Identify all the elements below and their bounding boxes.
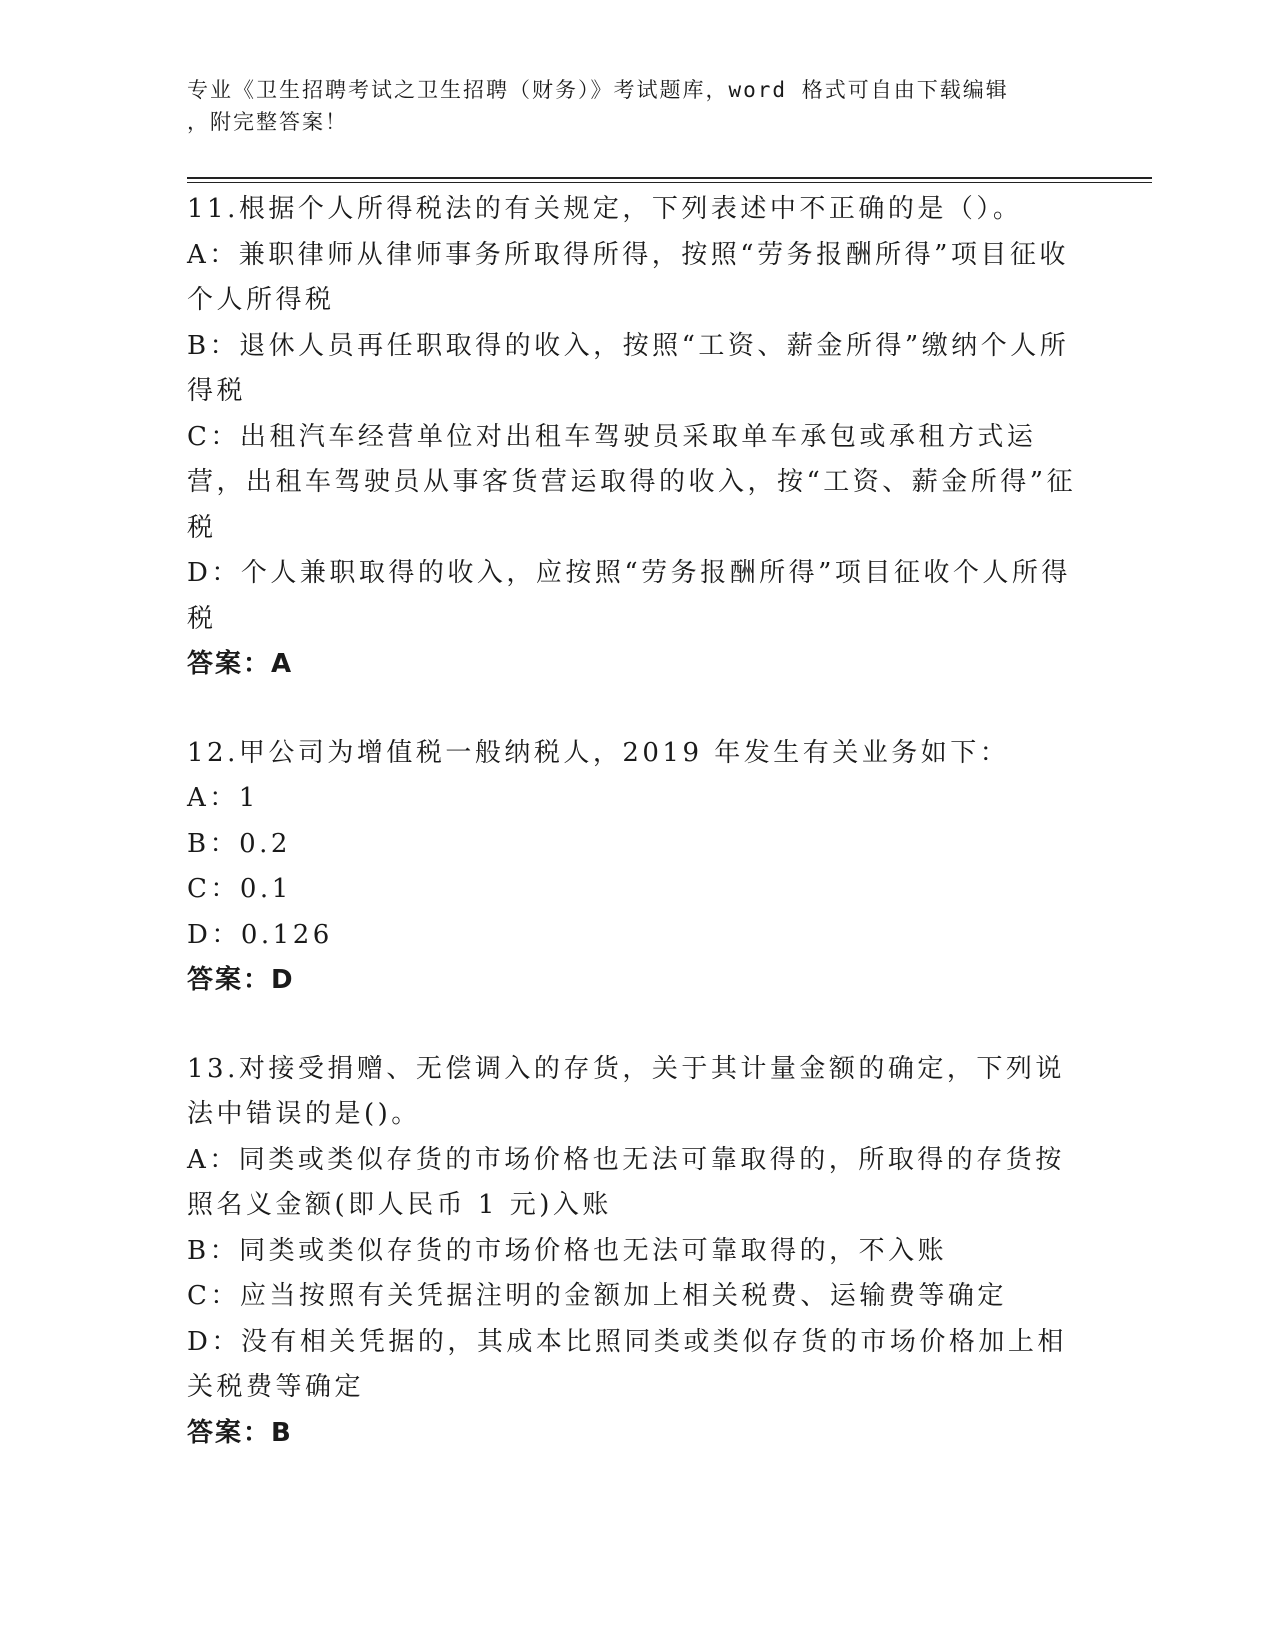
question-12 (187, 731, 1087, 1004)
option-d: D：个人兼职取得的收入，应按照“劳务报酬所得”项目征收个人所得税 (187, 558, 1071, 634)
answer-label: 答案：D (187, 965, 295, 995)
question-13 (187, 1047, 1087, 1457)
question-stem: 11.根据个人所得税法的有关规定，下列表述中不正确的是（）。 (187, 194, 1023, 224)
document-header (187, 74, 1067, 138)
question-stem: 13.对接受捐赠、无偿调入的存货，关于其计量金额的确定，下列说法中错误的是()。 (187, 1053, 1065, 1129)
question-list (187, 187, 1087, 1456)
option-a: A：兼职律师从律师事务所取得所得，按照“劳务报酬所得”项目征收个人所得税 (187, 239, 1069, 315)
header-divider-thick (187, 177, 1152, 179)
option-d: D：没有相关凭据的，其成本比照同类或类似存货的市场价格加上相关税费等确定 (187, 1326, 1067, 1402)
header-divider-thin (187, 182, 1152, 183)
option-c: C：出租汽车经营单位对出租车驾驶员采取单车承包或承租方式运营，出租车驾驶员从事客货营运取得的收入，按“工资、薪金所得”征税 (187, 421, 1077, 543)
option-a: A：同类或类似存货的市场价格也无法可靠取得的，所取得的存货按照名义金额(即人民币 1 元)入账 (187, 1144, 1065, 1220)
answer-label: 答案：A (187, 649, 294, 679)
header-line-2: ，附完整答案！ (187, 110, 348, 134)
question-stem: 12.甲公司为增值税一般纳税人，2019 年发生有关业务如下： (187, 737, 1010, 768)
option-d: D：0.126 (187, 919, 333, 950)
option-b: B：同类或类似存货的市场价格也无法可靠取得的，不入账 (187, 1235, 948, 1266)
answer-label: 答案：B (187, 1417, 293, 1448)
question-11 (187, 187, 1087, 688)
option-c: C：0.1 (187, 874, 292, 904)
option-c: C：应当按照有关凭据注明的金额加上相关税费、运输费等确定 (187, 1281, 1007, 1311)
option-a: A：1 (187, 783, 259, 813)
option-b: B：0.2 (187, 828, 291, 859)
header-line-1: 专业《卫生招聘考试之卫生招聘（财务）》考试题库，word 格式可自由下载编辑 (187, 78, 1009, 102)
option-b: B：退休人员再任职取得的收入，按照“工资、薪金所得”缴纳个人所得税 (187, 330, 1070, 406)
